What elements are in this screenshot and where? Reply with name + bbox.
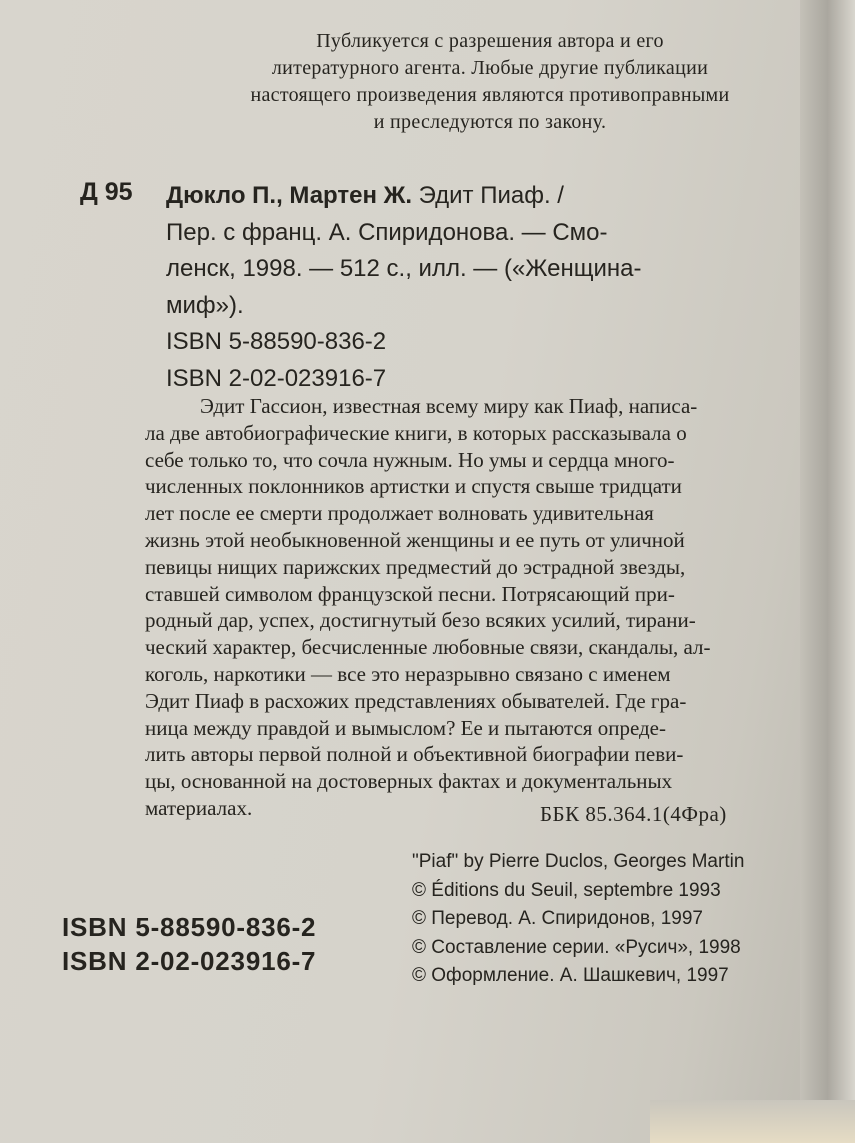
abstract-line: коголь, наркотики — все это неразрывно связано с именем: [145, 661, 671, 686]
abstract-line: ческий характер, бесчисленные любовные связи, скандалы, ал-: [145, 635, 711, 660]
notice-line: и преследуются по закону.: [373, 111, 607, 133]
catalog-line: Пер. с франц. А. Спиридонова. — Смо-: [166, 218, 608, 246]
catalog-title: Эдит Пиаф. /: [412, 182, 564, 209]
copyright-line: © Оформление. А. Шашкевич, 1997: [412, 965, 729, 986]
abstract-line: певицы нищих парижских предместий до эстрадной звезды,: [145, 554, 686, 579]
notice-line: литературного агента. Любые другие публикации: [271, 57, 709, 79]
catalog-line: ленск, 1998. — 512 с., илл. — («Женщина-: [166, 255, 642, 282]
copyright-line: © Éditions du Seuil, septembre 1993: [412, 879, 721, 901]
notice-line: Публикуется с разрешения автора и его: [316, 30, 664, 52]
abstract-line: себе только то, что сочла нужным. Но умы и сердца много-: [145, 447, 675, 472]
catalog-isbn: ISBN 5-88590-836-2: [166, 328, 387, 355]
abstract-line: цы, основанной на достоверных фактах и документальных: [145, 769, 673, 794]
abstract-line: ница между правдой и вымыслом? Ее и пытаются опреде-: [145, 715, 666, 740]
copyright-line: © Составление серии. «Русич», 1998: [412, 936, 741, 958]
abstract: [145, 393, 760, 822]
library-code: Д 95: [80, 178, 133, 206]
abstract-line: Эдит Гассион, известная всему миру как Пиаф, написа-: [200, 394, 698, 418]
page-edge: [800, 0, 855, 1143]
copyright-notice: [220, 28, 760, 136]
abstract-line: материалах.: [145, 795, 253, 820]
bbk-code: ББК 85.364.1(4Фра): [540, 802, 727, 826]
abstract-line: численных поклонников артистки и спустя свыше тридцати: [145, 474, 682, 499]
catalog-entry: [166, 178, 766, 397]
abstract-line: лет после ее смерти продолжает волновать удивительная: [145, 501, 654, 526]
isbn-line: ISBN 5-88590-836-2: [62, 912, 317, 942]
copyright-block: [412, 848, 744, 991]
book-cover-edge: [650, 1100, 855, 1143]
abstract-line: родный дар, успех, достигнутый безо всяких усилий, тирани-: [145, 608, 696, 633]
catalog-isbn: ISBN 2-02-023916-7: [166, 364, 387, 392]
copyright-line: "Piaf" by Pierre Duclos, Georges Martin: [412, 851, 745, 872]
isbn-block: [62, 910, 316, 978]
isbn-line: ISBN 2-02-023916-7: [62, 946, 317, 976]
abstract-line: жизнь этой необыкновенной женщины и ее путь от уличной: [145, 527, 685, 552]
notice-line: настоящего произведения являются противоправными: [250, 84, 730, 106]
abstract-line: лить авторы первой полной и объективной биографии певи-: [145, 742, 684, 767]
copyright-line: © Перевод. А. Спиридонов, 1997: [412, 908, 703, 929]
abstract-line: ставшей символом французской песни. Потрясающий при-: [145, 581, 675, 606]
abstract-line: ла две автобиографические книги, в которых рассказывала о: [145, 420, 687, 445]
catalog-authors: Дюкло П., Мартен Ж.: [166, 182, 413, 209]
catalog-first-line: [166, 178, 766, 215]
catalog-line: миф»).: [166, 291, 244, 319]
abstract-line: Эдит Пиаф в расхожих представлениях обывателей. Где гра-: [145, 688, 687, 713]
